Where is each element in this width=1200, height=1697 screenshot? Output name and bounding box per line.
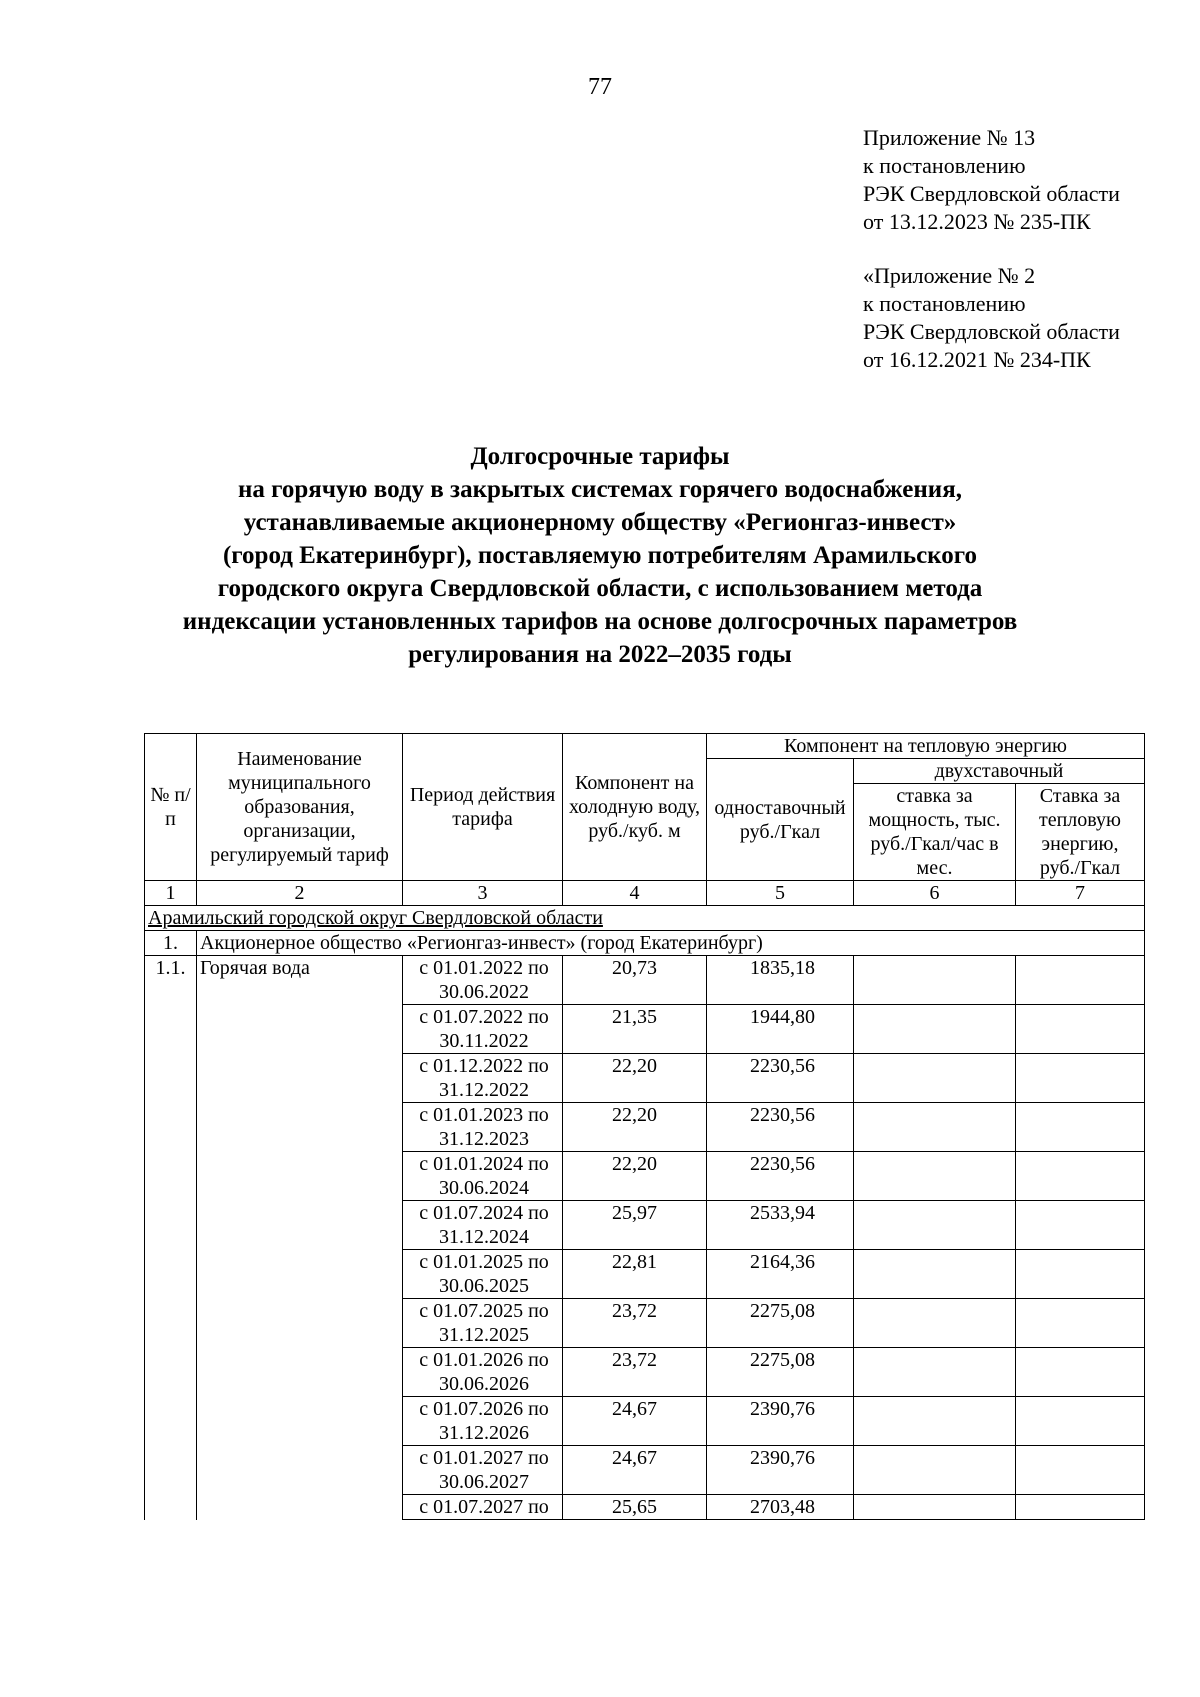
period-cell: с 01.01.2024 по 30.06.2024 — [403, 1152, 563, 1201]
energy-rate-cell — [1016, 1250, 1145, 1299]
title-line: (город Екатеринбург), поставляемую потребителям Арамильского — [222, 542, 977, 569]
single-rate-cell: 2275,08 — [707, 1299, 854, 1348]
column-number: 2 — [197, 881, 403, 906]
cold-water-cell: 23,72 — [563, 1348, 707, 1397]
single-rate-cell: 2164,36 — [707, 1250, 854, 1299]
single-rate-cell: 2230,56 — [707, 1152, 854, 1201]
cold-water-cell: 23,72 — [563, 1299, 707, 1348]
capacity-rate-cell — [854, 1397, 1016, 1446]
capacity-rate-cell — [854, 956, 1016, 1005]
cold-water-cell: 24,67 — [563, 1446, 707, 1495]
single-rate-cell: 2230,56 — [707, 1103, 854, 1152]
cold-water-cell: 25,97 — [563, 1201, 707, 1250]
single-rate-cell: 2390,76 — [707, 1397, 854, 1446]
cold-water-cell: 22,20 — [563, 1054, 707, 1103]
appendix-line: к постановлению — [863, 153, 1026, 178]
item-name: Горячая вода — [197, 956, 403, 1520]
capacity-rate-cell — [854, 1005, 1016, 1054]
single-rate-cell: 2275,08 — [707, 1348, 854, 1397]
single-rate-cell: 1835,18 — [707, 956, 854, 1005]
column-number: 3 — [403, 881, 563, 906]
energy-rate-cell — [1016, 1299, 1145, 1348]
column-numbers-row — [145, 881, 1145, 906]
tariffs-table — [144, 733, 1145, 1520]
cold-water-cell: 22,20 — [563, 1103, 707, 1152]
cold-water-cell: 21,35 — [563, 1005, 707, 1054]
header-name: Наименование муниципального образования, организации, регулируемый тариф — [197, 734, 403, 881]
item-number: 1.1. — [145, 956, 197, 1520]
appendix-current — [863, 124, 1120, 236]
energy-rate-cell — [1016, 1495, 1145, 1520]
energy-rate-cell — [1016, 956, 1145, 1005]
capacity-rate-cell — [854, 1103, 1016, 1152]
header-single-rate: одноставочный руб./Гкал — [707, 759, 854, 881]
period-cell: с 01.01.2026 по 30.06.2026 — [403, 1348, 563, 1397]
single-rate-cell: 2230,56 — [707, 1054, 854, 1103]
period-cell: с 01.01.2025 по 30.06.2025 — [403, 1250, 563, 1299]
appendix-line: к постановлению — [863, 291, 1026, 316]
period-cell: с 01.07.2022 по 30.11.2022 — [403, 1005, 563, 1054]
column-number: 5 — [707, 881, 854, 906]
capacity-rate-cell — [854, 1054, 1016, 1103]
cold-water-cell: 25,65 — [563, 1495, 707, 1520]
title-line: регулирования на 2022–2035 годы — [408, 641, 792, 668]
organization-row — [145, 931, 1145, 956]
org-name: Акционерное общество «Регионгаз-инвест» (город Екатеринбург) — [197, 931, 1145, 956]
single-rate-cell: 2703,48 — [707, 1495, 854, 1520]
period-cell: с 01.07.2027 по — [403, 1495, 563, 1520]
capacity-rate-cell — [854, 1348, 1016, 1397]
column-number: 4 — [563, 881, 707, 906]
title-line: на горячую воду в закрытых системах горячего водоснабжения, — [238, 476, 962, 503]
energy-rate-cell — [1016, 1054, 1145, 1103]
header-energy-rate: Ставка за тепловую энергию, руб./Гкал — [1016, 784, 1145, 881]
period-cell: с 01.07.2024 по 31.12.2024 — [403, 1201, 563, 1250]
period-cell: с 01.07.2025 по 31.12.2025 — [403, 1299, 563, 1348]
org-number: 1. — [145, 931, 197, 956]
header-num: № п/п — [145, 734, 197, 881]
title-line: индексации установленных тарифов на основе долгосрочных параметров — [182, 608, 1018, 635]
title-line: устанавливаемые акционерному обществу «Регионгаз-инвест» — [243, 509, 957, 536]
column-number: 1 — [145, 881, 197, 906]
appendix-line: «Приложение № 2 — [863, 263, 1036, 288]
period-cell: с 01.07.2026 по 31.12.2026 — [403, 1397, 563, 1446]
single-rate-cell: 2390,76 — [707, 1446, 854, 1495]
capacity-rate-cell — [854, 1250, 1016, 1299]
header-capacity-rate: ставка за мощность, тыс. руб./Гкал/час в мес. — [854, 784, 1016, 881]
appendix-line: РЭК Свердловской области — [863, 319, 1120, 344]
capacity-rate-cell — [854, 1299, 1016, 1348]
cold-water-cell: 22,20 — [563, 1152, 707, 1201]
appendix-line: РЭК Свердловской области — [863, 181, 1120, 206]
energy-rate-cell — [1016, 1397, 1145, 1446]
energy-rate-cell — [1016, 1446, 1145, 1495]
capacity-rate-cell — [854, 1201, 1016, 1250]
appendix-line: Приложение № 13 — [863, 125, 1036, 150]
capacity-rate-cell — [854, 1446, 1016, 1495]
energy-rate-cell — [1016, 1005, 1145, 1054]
header-heat-component: Компонент на тепловую энергию — [707, 734, 1145, 759]
capacity-rate-cell — [854, 1495, 1016, 1520]
table-row — [145, 956, 1145, 1005]
header-two-part: двухставочный — [854, 759, 1145, 784]
column-number: 7 — [1016, 881, 1145, 906]
column-number: 6 — [854, 881, 1016, 906]
period-cell: с 01.01.2027 по 30.06.2027 — [403, 1446, 563, 1495]
energy-rate-cell — [1016, 1103, 1145, 1152]
section-row — [145, 906, 1145, 931]
title-line: городского округа Свердловской области, с использованием метода — [217, 575, 983, 602]
header-period: Период действия тарифа — [403, 734, 563, 881]
section-title: Арамильский городской округ Свердловской области — [145, 906, 1145, 931]
energy-rate-cell — [1016, 1201, 1145, 1250]
title-line: Долгосрочные тарифы — [470, 443, 730, 470]
cold-water-cell: 20,73 — [563, 956, 707, 1005]
cold-water-cell: 22,81 — [563, 1250, 707, 1299]
period-cell: с 01.01.2023 по 31.12.2023 — [403, 1103, 563, 1152]
header-cold-water: Компонент на холодную воду, руб./куб. м — [563, 734, 707, 881]
period-cell: с 01.01.2022 по 30.06.2022 — [403, 956, 563, 1005]
appendix-line: от 13.12.2023 № 235-ПК — [863, 209, 1091, 234]
energy-rate-cell — [1016, 1348, 1145, 1397]
single-rate-cell: 1944,80 — [707, 1005, 854, 1054]
appendix-line: от 16.12.2021 № 234-ПК — [863, 347, 1091, 372]
period-cell: с 01.12.2022 по 31.12.2022 — [403, 1054, 563, 1103]
appendix-original — [863, 262, 1120, 374]
document-title — [100, 440, 1100, 671]
capacity-rate-cell — [854, 1152, 1016, 1201]
single-rate-cell: 2533,94 — [707, 1201, 854, 1250]
page-number: 77 — [588, 74, 612, 100]
energy-rate-cell — [1016, 1152, 1145, 1201]
cold-water-cell: 24,67 — [563, 1397, 707, 1446]
